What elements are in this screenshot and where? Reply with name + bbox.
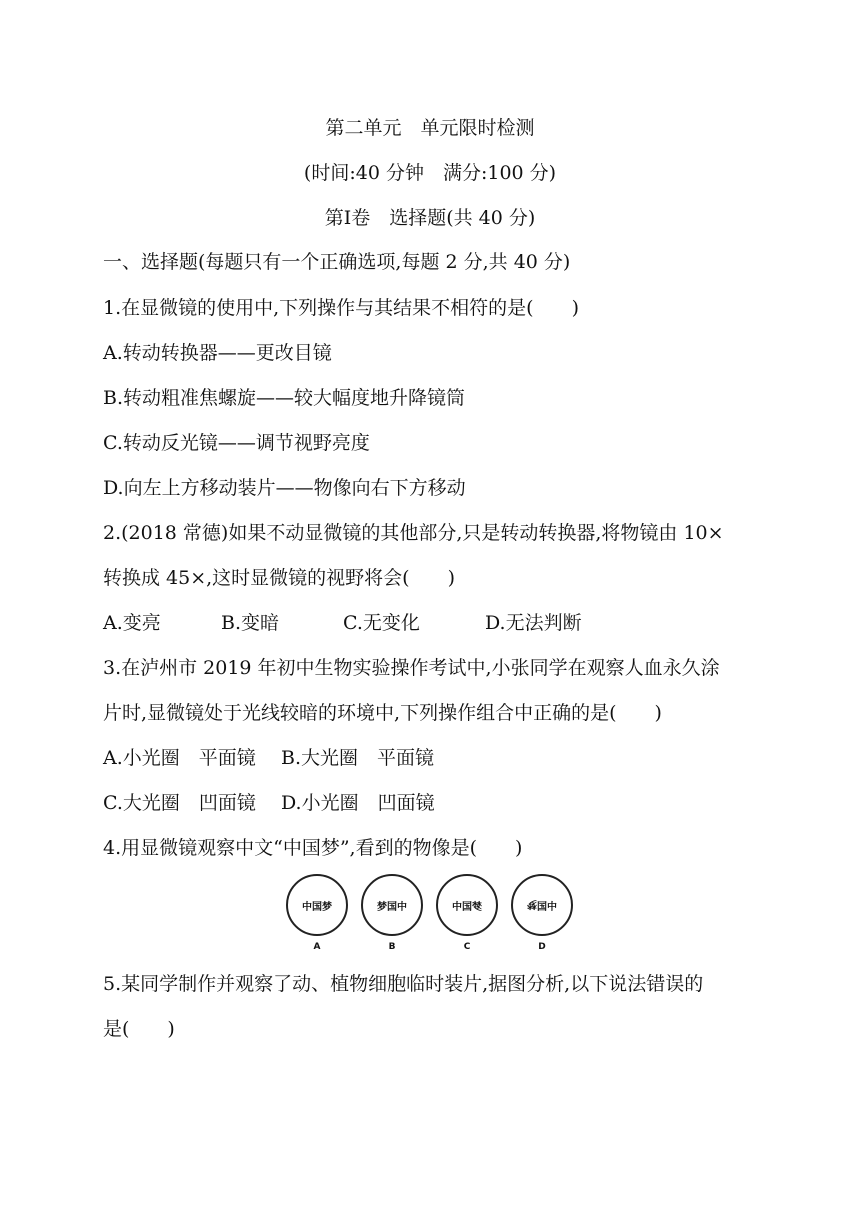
circle-b-text: 梦国中 <box>377 901 407 913</box>
question-2-stem-line2: 转换成 45×,这时显微镜的视野将会( ) <box>103 567 456 589</box>
page-title: 第二单元 单元限时检测 <box>325 117 535 139</box>
question-1-option-a: A.转动转换器——更改目镜 <box>103 342 332 364</box>
question-3-option-d: D.小光圈 凹面镜 <box>281 792 435 814</box>
figure-circle-a <box>286 874 348 936</box>
question-2-option-d: D.无法判断 <box>485 612 582 634</box>
figure-circle-c <box>436 874 498 936</box>
section-heading: 一、选择题(每题只有一个正确选项,每题 2 分,共 40 分) <box>103 251 571 273</box>
part-title: 第Ⅰ卷 选择题(共 40 分) <box>324 207 536 229</box>
circle-d-text: 国中 <box>537 901 557 913</box>
question-2-option-c: C.无变化 <box>343 612 420 634</box>
figure-label-d: D <box>538 942 546 952</box>
question-4-figure <box>280 874 580 964</box>
question-5-stem-line1: 5.某同学制作并观察了动、植物细胞临时装片,据图分析,以下说法错误的 <box>103 973 704 995</box>
question-1-stem: 1.在显微镜的使用中,下列操作与其结果不相符的是( ) <box>103 297 579 319</box>
question-3-stem-line2: 片时,显微镜处于光线较暗的环境中,下列操作组合中正确的是( ) <box>103 702 662 724</box>
figure-circle-d <box>511 874 573 936</box>
question-3-stem-line1: 3.在泸州市 2019 年初中生物实验操作考试中,小张同学在观察人血永久涂 <box>103 657 720 679</box>
circle-d-flipped-char: 梦 <box>527 897 537 909</box>
figure-label-b: B <box>388 942 396 952</box>
circle-a-text: 中国梦 <box>302 901 332 913</box>
circle-c-text: 中国 <box>452 901 472 913</box>
question-3-option-c: C.大光圈 凹面镜 <box>103 792 256 814</box>
figure-label-c: C <box>463 942 471 952</box>
question-3-option-b: B.大光圈 平面镜 <box>281 747 435 769</box>
figure-label-a: A <box>313 942 321 952</box>
question-2-stem-line1: 2.(2018 常德)如果不动显微镜的其他部分,只是转动转换器,将物镜由 10× <box>103 522 724 544</box>
question-4-stem: 4.用显微镜观察中文“中国梦”,看到的物像是( ) <box>103 837 523 859</box>
question-2-option-a: A.变亮 <box>103 612 161 634</box>
question-5-stem-line2: 是( ) <box>103 1018 175 1040</box>
question-1-option-c: C.转动反光镜——调节视野亮度 <box>103 432 370 454</box>
circle-c-mirrored-char: 梦 <box>472 901 482 913</box>
question-3-option-a: A.小光圈 平面镜 <box>103 747 256 769</box>
exam-info: (时间:40 分钟 满分:100 分) <box>303 162 557 184</box>
question-1-option-b: B.转动粗准焦螺旋——较大幅度地升降镜筒 <box>103 387 466 409</box>
question-1-option-d: D.向左上方移动装片——物像向右下方移动 <box>103 477 466 499</box>
question-2-option-b: B.变暗 <box>221 612 280 634</box>
figure-circle-b <box>361 874 423 936</box>
